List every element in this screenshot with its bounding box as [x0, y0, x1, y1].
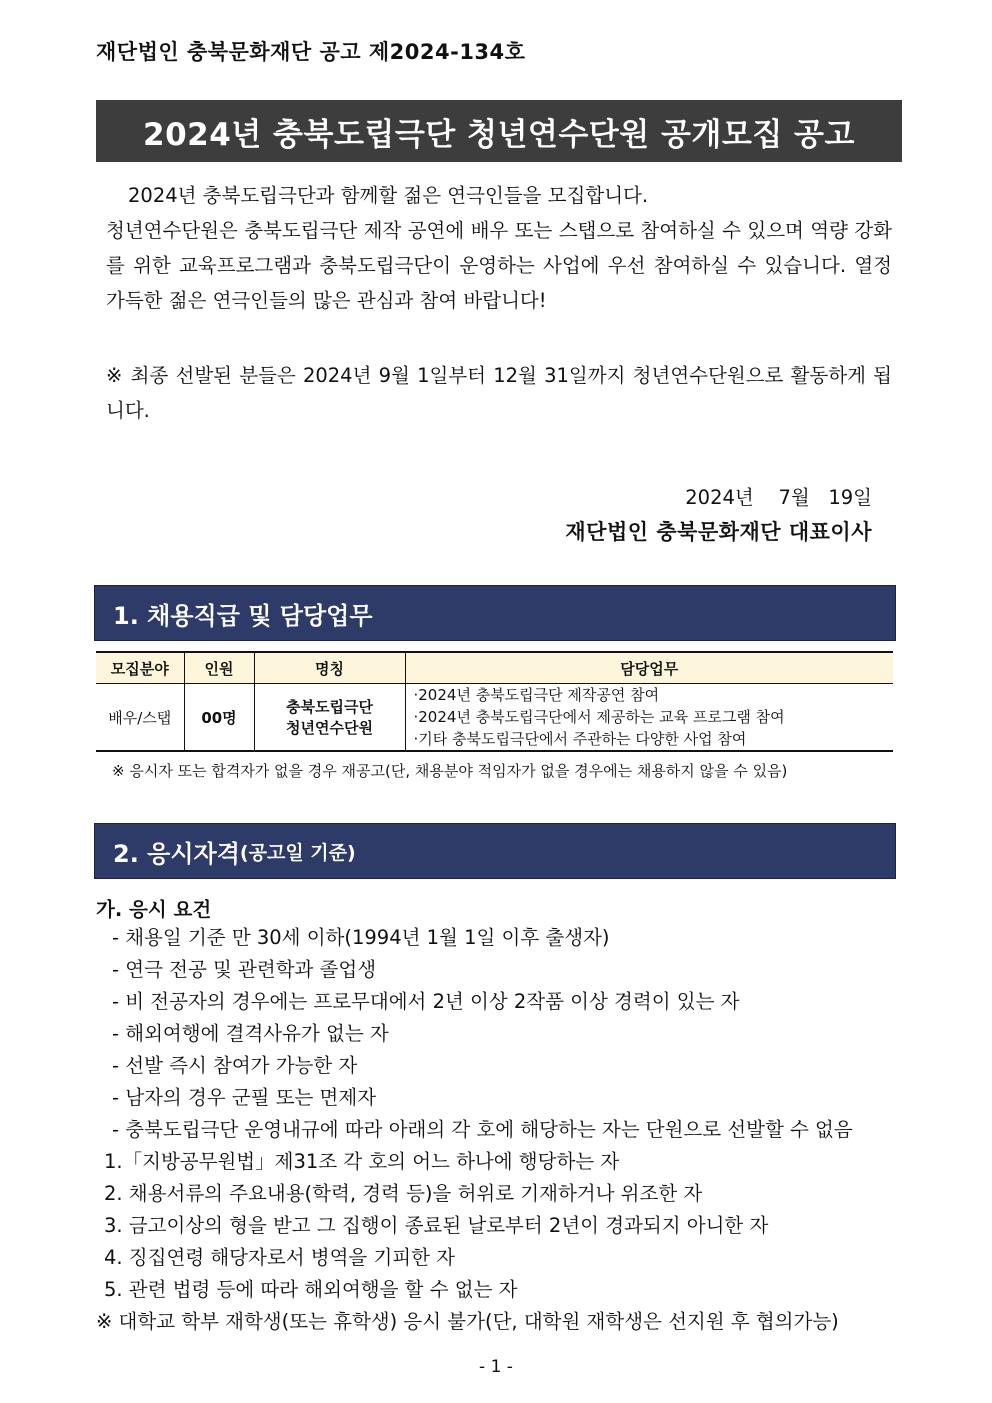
announcement-number: 재단법인 충북문화재단 공고 제2024-134호	[96, 40, 526, 64]
intro-body: 청년연수단원은 충북도립극단 제작 공연에 배우 또는 스탭으로 참여하실 수 있으며 역량 강화를 위한 교육프로그램과 충북도립극단이 운영하는 사업에 우선 참여하실 수 있습니다. 열정 가득한 젊은 연극인들의 많은 관심과 참여 바랍니다!	[106, 219, 892, 312]
intro-paragraph	[106, 178, 892, 318]
list-item: - 충북도립극단 운영내규에 따라 아래의 각 호에 해당하는 자는 단원으로 선발할 수 없음	[112, 1118, 853, 1141]
col-header-field: 모집분야	[96, 652, 184, 684]
col-header-count: 인원	[184, 652, 254, 684]
section-2-header	[94, 823, 896, 879]
document-title-bar	[96, 100, 902, 162]
enrollment-note: ※ 대학교 학부 재학생(또는 휴학생) 응시 불가(단, 대학원 재학생은 선지원 후 협의가능)	[96, 1310, 839, 1333]
cell-name	[254, 684, 405, 752]
list-item: - 비 전공자의 경우에는 프로무대에서 2년 이상 2작품 이상 경력이 있는 자	[112, 990, 740, 1013]
duty-item: ·2024년 충북도립극단 제작공연 참여	[413, 686, 660, 704]
list-item: 1.「지방공무원법」제31조 각 호의 어느 하나에 행당하는 자	[104, 1150, 620, 1173]
table-row	[96, 684, 893, 752]
list-item: - 연극 전공 및 관련학과 졸업생	[112, 958, 377, 981]
activity-period-note: ※ 최종 선발된 분들은 2024년 9월 1일부터 12월 31일까지 청년연수단원으로 활동하게 됩니다.	[106, 364, 892, 422]
cell-name-line2: 청년연수단원	[286, 719, 373, 737]
table-header-row	[96, 652, 893, 684]
list-item: 5. 관련 법령 등에 따라 해외여행을 할 수 없는 자	[104, 1278, 518, 1301]
document-title: 2024년 충북도립극단 청년연수단원 공개모집 공고	[143, 116, 855, 153]
page-number: - 1 -	[479, 1357, 513, 1377]
list-item: 3. 금고이상의 형을 받고 그 집행이 종료된 날로부터 2년이 경과되지 아니한 자	[104, 1214, 769, 1237]
col-header-duties: 담당업무	[405, 652, 893, 684]
list-item: - 남자의 경우 군필 또는 면제자	[112, 1086, 377, 1109]
section-1-title: 1. 채용직급 및 담당업무	[113, 601, 373, 630]
duty-item: ·2024년 충북도립극단에서 제공하는 교육 프로그램 참여	[413, 708, 785, 726]
requirements-subhead: 가. 응시 요건	[96, 898, 212, 921]
recruitment-table	[96, 651, 893, 752]
cell-field: 배우/스탭	[96, 684, 184, 752]
cell-duties	[405, 684, 893, 752]
col-header-name: 명칭	[254, 652, 405, 684]
section-1-header	[94, 585, 896, 641]
list-item: - 선발 즉시 참여가 가능한 자	[112, 1054, 358, 1077]
intro-first-line: 2024년 충북도립극단과 함께할 젊은 연극인들을 모집합니다.	[128, 184, 649, 207]
signer: 재단법인 충북문화재단 대표이사	[565, 520, 872, 544]
list-item: 2. 채용서류의 주요내용(학력, 경력 등)을 허위로 기재하거나 위조한 자	[104, 1182, 703, 1205]
list-item: - 해외여행에 결격사유가 없는 자	[112, 1022, 389, 1045]
announcement-date: 2024년 7월 19일	[685, 486, 872, 509]
disqualification-list	[104, 1146, 768, 1306]
list-item: 4. 징집연령 해당자로서 병역을 기피한 자	[104, 1246, 455, 1269]
requirements-list	[112, 922, 853, 1146]
duty-item: ·기타 충북도립극단에서 주관하는 다양한 사업 참여	[413, 730, 747, 748]
cell-count: 00명	[184, 684, 254, 752]
cell-name-line1: 충북도립극단	[286, 698, 373, 716]
section-2-title: 2. 응시자격	[113, 839, 240, 868]
table-note: ※ 응시자 또는 합격자가 없을 경우 재공고(단, 채용분야 적임자가 없을 경우에는 채용하지 않을 수 있음)	[112, 762, 788, 780]
section-2-title-suffix: (공고일 기준)	[239, 841, 356, 864]
list-item: - 채용일 기준 만 30세 이하(1994년 1월 1일 이후 출생자)	[112, 926, 610, 949]
